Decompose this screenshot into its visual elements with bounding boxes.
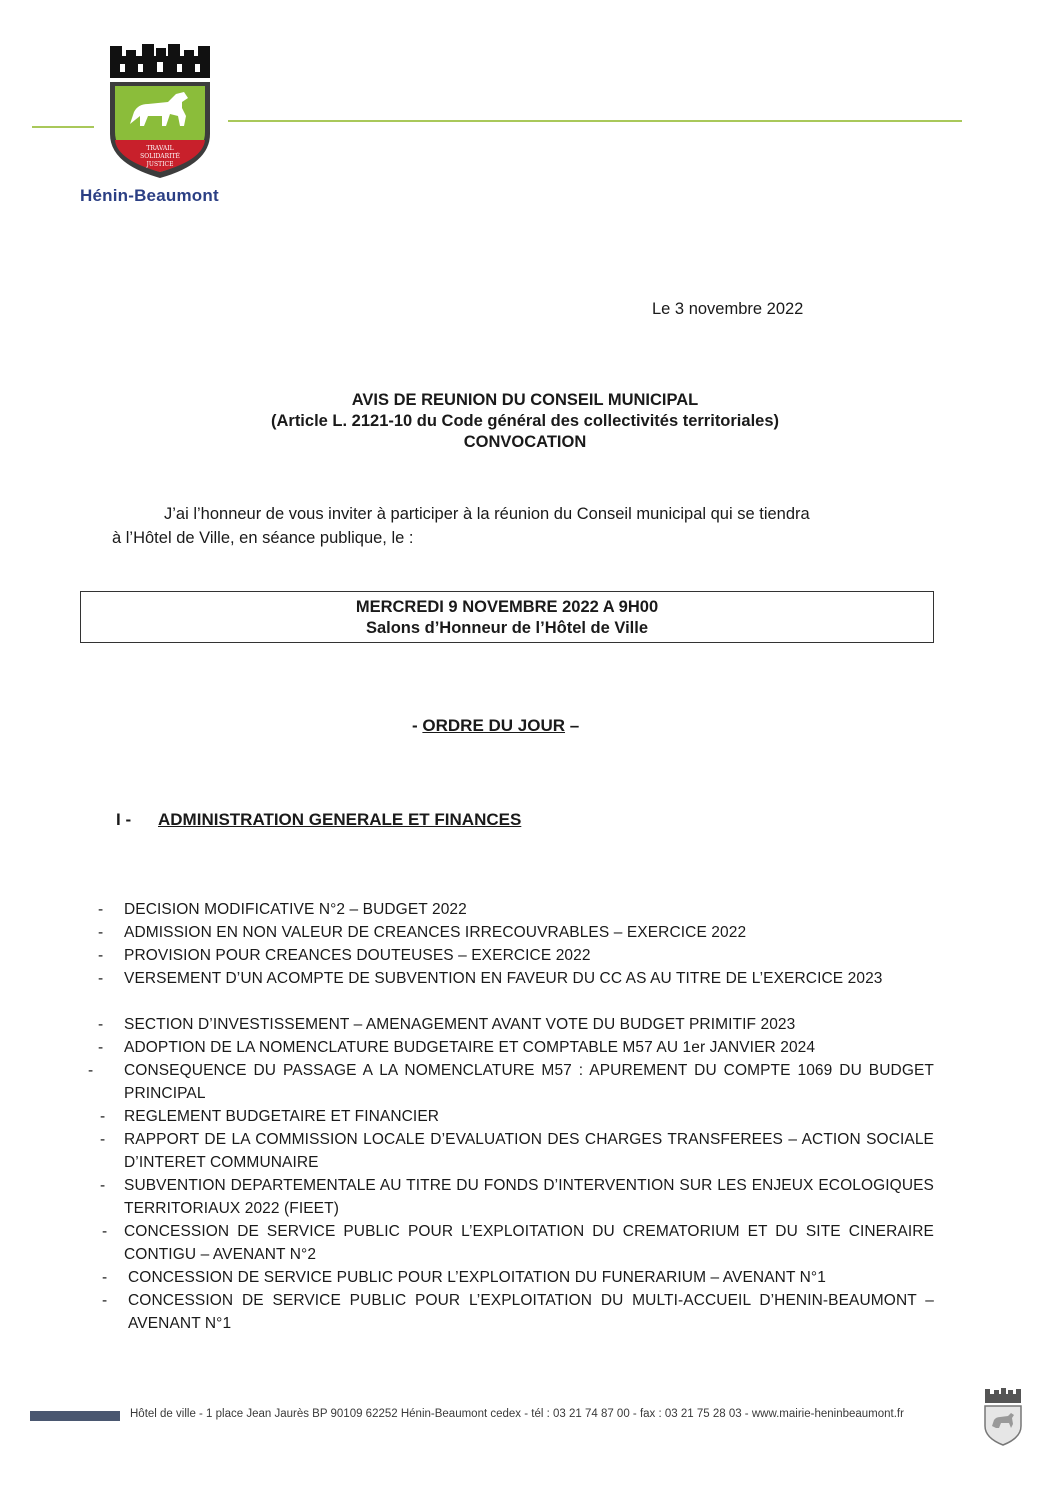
header-rule-right [228, 120, 962, 122]
footer-address: Hôtel de ville - 1 place Jean Jaurès BP 90109 62252 Hénin-Beaumont cedex - tél : 03 21 74 87 00 - fax : 03 21 75 28 03 - www.mairie-heninbeaumont.fr [130, 1408, 904, 1420]
meeting-box [80, 591, 934, 643]
section-title-text: ADMINISTRATION GENERALE ET FINANCES [158, 810, 522, 829]
list-bullet: - [100, 1131, 106, 1148]
list-bullet: - [100, 1108, 106, 1125]
agenda-title-text: ORDRE DU JOUR [422, 716, 566, 735]
list-item: SUBVENTION DEPARTEMENTALE AU TITRE DU FONDS D’INTERVENTION SUR LES ENJEUX ECOLOGIQUES TERRITORIAUX 2022 (FIEET) [124, 1177, 934, 1217]
section-title [116, 810, 521, 830]
meeting-where: Salons d’Honneur de l’Hôtel de Ville [365, 619, 649, 637]
coat-of-arms-small-icon [982, 1388, 1024, 1448]
list-item: ADOPTION DE LA NOMENCLATURE BUDGETAIRE ET COMPTABLE M57 AU 1er JANVIER 2024 [124, 1039, 816, 1056]
agenda-title [412, 716, 579, 736]
list-bullet: - [98, 924, 104, 941]
svg-text:TRAVAIL: TRAVAIL [146, 145, 174, 152]
coat-of-arms-icon [104, 42, 216, 182]
title-line-3: CONVOCATION [463, 433, 587, 451]
footer-logo [982, 1388, 1024, 1448]
title-line-1: AVIS DE REUNION DU CONSEIL MUNICIPAL [351, 391, 699, 409]
svg-text:JUSTICE: JUSTICE [146, 161, 174, 168]
footer-bar [30, 1411, 120, 1421]
list-item: RAPPORT DE LA COMMISSION LOCALE D’EVALUATION DES CHARGES TRANSFEREES – ACTION SOCIALE D’INTERET COMMUNAIRE [124, 1131, 934, 1171]
section-number: I - [116, 810, 132, 829]
list-bullet: - [98, 901, 104, 918]
city-logo [104, 42, 216, 182]
list-bullet: - [88, 1062, 94, 1079]
svg-text:SOLIDARITÉ: SOLIDARITÉ [140, 153, 180, 160]
document-title [150, 390, 900, 453]
city-name: Hénin-Beaumont [80, 186, 219, 205]
list-bullet: - [98, 970, 104, 987]
list-bullet: - [102, 1223, 108, 1240]
list-bullet: - [102, 1292, 108, 1309]
agenda-title-suffix: – [565, 716, 580, 735]
intro-line-2: à l’Hôtel de Ville, en séance publique, le : [112, 529, 414, 547]
list-bullet: - [100, 1177, 106, 1194]
intro-paragraph [112, 502, 930, 550]
meeting-when: MERCREDI 9 NOVEMBRE 2022 A 9H00 [355, 598, 659, 616]
list-item: REGLEMENT BUDGETAIRE ET FINANCIER [124, 1108, 440, 1125]
list-item: PROVISION POUR CREANCES DOUTEUSES – EXERCICE 2022 [124, 947, 591, 964]
list-item: VERSEMENT D’UN ACOMPTE DE SUBVENTION EN FAVEUR DU CC AS AU TITRE DE L’EXERCICE 2023 [124, 970, 883, 987]
list-item: SECTION D’INVESTISSEMENT – AMENAGEMENT AVANT VOTE DU BUDGET PRIMITIF 2023 [124, 1016, 796, 1033]
list-item: CONCESSION DE SERVICE PUBLIC POUR L’EXPLOITATION DU FUNERARIUM – AVENANT N°1 [128, 1269, 826, 1286]
list-item: DECISION MODIFICATIVE N°2 – BUDGET 2022 [124, 901, 467, 918]
agenda-title-prefix: - [412, 716, 423, 735]
list-item: CONCESSION DE SERVICE PUBLIC POUR L’EXPLOITATION DU MULTI-ACCUEIL D’HENIN-BEAUMONT – AVENANT N°1 [128, 1292, 934, 1332]
list-item: ADMISSION EN NON VALEUR DE CREANCES IRRECOUVRABLES – EXERCICE 2022 [124, 924, 747, 941]
intro-line-1: J’ai l’honneur de vous inviter à participer à la réunion du Conseil municipal qui se tiendra [164, 505, 810, 523]
list-item: CONSEQUENCE DU PASSAGE A LA NOMENCLATURE M57 : APUREMENT DU COMPTE 1069 DU BUDGET PRINCIPAL [124, 1062, 934, 1102]
list-bullet: - [98, 1016, 104, 1033]
list-bullet: - [98, 947, 104, 964]
list-bullet: - [102, 1269, 108, 1286]
list-item: CONCESSION DE SERVICE PUBLIC POUR L’EXPLOITATION DU CREMATORIUM ET DU SITE CINERAIRE CONTIGU – AVENANT N°2 [124, 1223, 934, 1263]
header-rule-left [32, 126, 94, 128]
list-bullet: - [98, 1039, 104, 1056]
document-date: Le 3 novembre 2022 [652, 300, 804, 318]
title-line-2: (Article L. 2121-10 du Code général des collectivités territoriales) [270, 412, 780, 430]
